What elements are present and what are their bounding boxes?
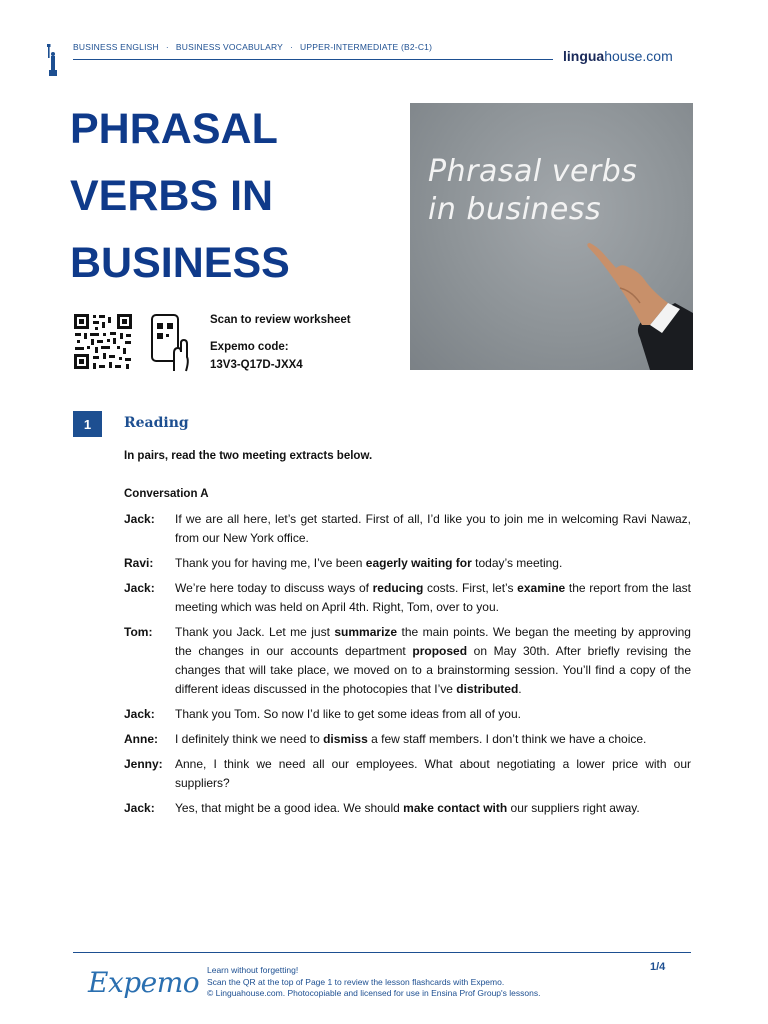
- speech-fragment: the main points. We began the meeting by approving the changes in our accounts department: [175, 625, 691, 658]
- brand-logo[interactable]: [563, 48, 673, 64]
- speech-text: [175, 705, 691, 724]
- highlighted-phrase: proposed: [412, 644, 468, 658]
- speech-text: [175, 623, 691, 699]
- dialogue-line: [124, 799, 691, 818]
- highlighted-phrase: eagerly waiting for: [365, 556, 472, 570]
- speech-fragment: the report from the last meeting which was held on April 4th. Right, Tom, over to you.: [175, 581, 691, 614]
- header-divider: [73, 59, 553, 60]
- phone-scan-icon: [150, 313, 192, 373]
- footer-copyright: © Linguahouse.com. Photocopiable and licensed for use in Ensina Prof Group's lessons.: [207, 988, 541, 998]
- breadcrumb-item[interactable]: BUSINESS VOCABULARY: [175, 42, 284, 52]
- speech-fragment: I definitely think we need to: [175, 732, 324, 746]
- breadcrumb: [73, 42, 432, 52]
- footer-text: [207, 965, 540, 1000]
- speaker-name: Anne:: [124, 732, 158, 746]
- dialogue-line: [124, 755, 691, 793]
- section-title: Reading: [124, 415, 189, 431]
- hero-text-line: Phrasal verbs: [428, 154, 638, 189]
- speech-text: [175, 755, 691, 793]
- title-line: BUSINESS: [70, 239, 290, 287]
- speech-fragment: Anne, I think we need all our employees. What about negotiating a lower price with our suppliers?: [175, 757, 691, 790]
- highlighted-phrase: examine: [517, 581, 566, 595]
- speech-fragment: .: [518, 682, 522, 696]
- title-line: VERBS IN: [70, 172, 274, 220]
- highlighted-phrase: make contact with: [403, 801, 508, 815]
- hero-chalk-text: [428, 153, 637, 229]
- speech-text: [175, 554, 691, 573]
- breadcrumb-item[interactable]: UPPER-INTERMEDIATE (B2-C1): [300, 42, 433, 52]
- speaker-name: Jack:: [124, 801, 155, 815]
- speech-text: [175, 730, 691, 749]
- footer-divider: [73, 952, 691, 953]
- speaker-name: Jack:: [124, 512, 155, 526]
- highlighted-phrase: summarize: [334, 625, 398, 639]
- instruction-text: In pairs, read the two meeting extracts below.: [124, 450, 373, 462]
- page-number: 1/4: [650, 961, 666, 973]
- expemo-code-value: 13V3-Q17D-JXX4: [210, 359, 303, 371]
- speech-text: [175, 510, 691, 548]
- speaker-name: Jack:: [124, 581, 155, 595]
- speech-fragment: Yes, that might be a good idea. We should: [175, 801, 404, 815]
- speech-fragment: Thank you Tom. So now I’d like to get some ideas from all of you.: [175, 707, 521, 721]
- speech-fragment: a few staff members. I don’t think we have a choice.: [367, 732, 647, 746]
- speech-fragment: costs. First, let’s: [423, 581, 518, 595]
- dialogue-line: [124, 705, 691, 724]
- speaker-name: Jenny:: [124, 757, 163, 771]
- speech-fragment: If we are all here, let’s get started. First of all, I’d like you to join me in welcoming Ravi Nawaz, from our New York office.: [175, 512, 691, 545]
- brand-tld: .com: [642, 48, 673, 64]
- breadcrumb-separator: ·: [165, 42, 169, 52]
- qr-code-icon[interactable]: [73, 313, 133, 370]
- footer-instruction: Scan the QR at the top of Page 1 to review the lesson flashcards with Expemo.: [207, 976, 505, 987]
- title-line: PHRASAL: [70, 105, 278, 153]
- dialogue-line: [124, 579, 691, 617]
- dialogue-line: [124, 554, 691, 573]
- footer-tagline: Learn without forgetting!: [207, 965, 299, 975]
- dialogue: [124, 510, 691, 824]
- hero-text-line: in business: [428, 192, 602, 227]
- highlighted-phrase: distributed: [456, 682, 519, 696]
- section-number-badge: 1: [73, 411, 102, 437]
- page-title: [70, 96, 400, 297]
- scan-label: Scan to review worksheet: [210, 314, 351, 326]
- expemo-code-label: Expemo code:: [210, 341, 289, 353]
- dialogue-line: [124, 510, 691, 548]
- brand-lingua: lingua: [563, 48, 605, 64]
- dialogue-line: [124, 730, 691, 749]
- breadcrumb-separator: ·: [290, 42, 294, 52]
- speech-text: [175, 579, 691, 617]
- conversation-title: Conversation A: [124, 488, 209, 500]
- highlighted-phrase: reducing: [372, 581, 424, 595]
- speech-fragment: today’s meeting.: [471, 556, 563, 570]
- statue-of-liberty-icon: [46, 44, 60, 76]
- dialogue-line: [124, 623, 691, 699]
- expemo-logo[interactable]: Expemo: [88, 966, 200, 999]
- hero-image: [410, 103, 693, 370]
- breadcrumb-item[interactable]: BUSINESS ENGLISH: [73, 42, 159, 52]
- speech-fragment: our suppliers right away.: [507, 801, 640, 815]
- speaker-name: Tom:: [124, 625, 153, 639]
- speech-fragment: Thank you Jack. Let me just: [175, 625, 335, 639]
- speech-fragment: Thank you for having me, I’ve been: [175, 556, 366, 570]
- speech-fragment: on May 30th. After briefly revising the changes that will take place, we moved on to a brainstorming session. You’ll find a copy of the different ideas discussed in the photocopies that I’ve: [175, 644, 691, 696]
- speaker-name: Ravi:: [124, 556, 154, 570]
- brand-house: house: [604, 48, 643, 64]
- pointing-hand-icon: [580, 233, 693, 370]
- speech-text: [175, 799, 691, 818]
- speaker-name: Jack:: [124, 707, 155, 721]
- highlighted-phrase: dismiss: [323, 732, 368, 746]
- speech-fragment: We’re here today to discuss ways of: [175, 581, 373, 595]
